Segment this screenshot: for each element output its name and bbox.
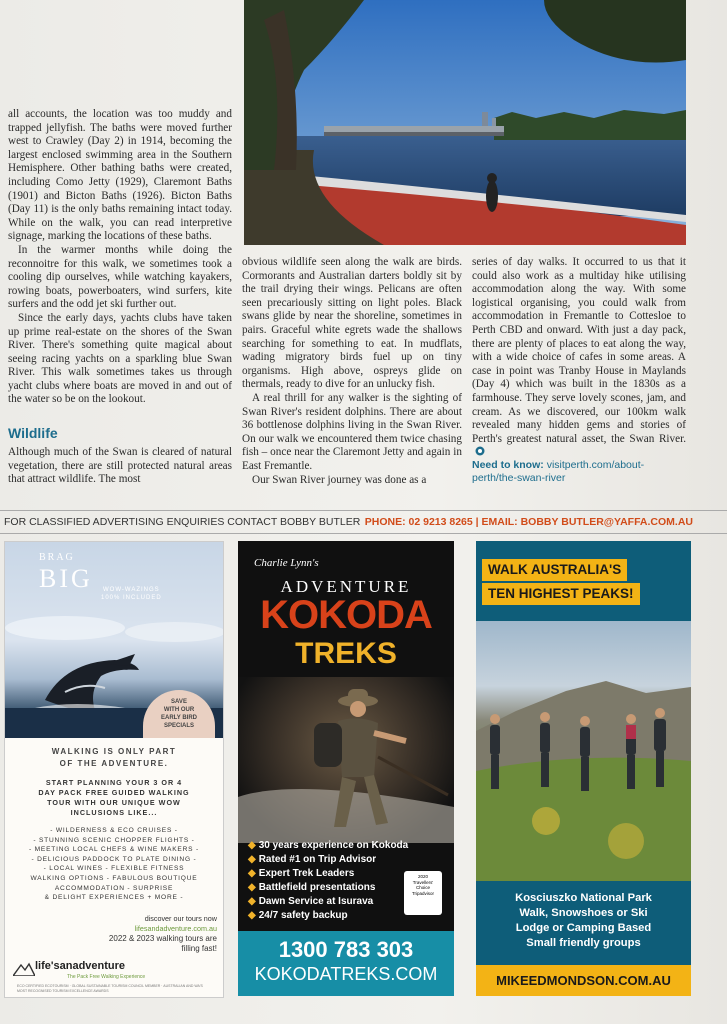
ad-walk-australia-peaks bbox=[476, 541, 691, 996]
feature-item: ◆ Dawn Service at Isurava bbox=[248, 896, 374, 907]
article-column-2 bbox=[242, 256, 462, 487]
article-column-1-bottom bbox=[8, 446, 232, 487]
river-scene-image bbox=[244, 0, 686, 245]
feature-item: ◆ 30 years experience on Kokoda bbox=[248, 840, 409, 851]
article-paragraph: obvious wildlife seen along the walk are birds. Cormorants and Australian darters boldly sit by the trail drying their wings. Pelicans are often seen precariously sitting on light poles. Black swans glide by near the shoreline, sometimes in pairs. Graceful white egrets wade the shallows searching for something to eat. In mudflats, wading migratory birds fuel up on tiny organisms. High above, ospreys glide on thermals, ready to dive for an unlucky fish. bbox=[242, 256, 462, 391]
need-to-know bbox=[472, 459, 686, 485]
brag-text: BRAG bbox=[39, 552, 75, 563]
kokoda-contact-footer bbox=[238, 931, 454, 996]
ad-copy bbox=[11, 746, 217, 903]
charlie-lynn-text: Charlie Lynn's bbox=[254, 557, 319, 569]
end-of-article-icon bbox=[475, 446, 485, 456]
article-column-1 bbox=[8, 108, 232, 407]
article-paragraph: Although much of the Swan is cleared of natural vegetation, there are still protected natural areas that attract wildlife. The most bbox=[8, 446, 232, 486]
mountain-logo-icon bbox=[13, 962, 35, 976]
ad-heading: WALKING IS ONLY PART OF THE ADVENTURE. bbox=[51, 747, 177, 768]
big-text: BIG bbox=[39, 564, 93, 593]
walk-ad-website[interactable]: MIKEEDMONDSON.COM.AU bbox=[476, 965, 691, 996]
article-paragraph: Since the early days, yachts clubs have taken up prime real-estate on the shores of the Swan River. There's something quite magical about seeing racing yachts on a sparkling blue Swan River. This walk sometimes takes us through yacht clubs where boats are moved in and out of the water so be on the lookout. bbox=[8, 311, 232, 406]
ad-lifes-an-adventure bbox=[4, 541, 224, 998]
wow-text: WOW-WAZINGS 100% INCLUDED bbox=[101, 587, 162, 601]
logo-tagline: The Pack Free Walking Experience bbox=[67, 974, 146, 980]
filling-fast-text: 2022 & 2023 walking tours are filling fast! bbox=[108, 934, 217, 953]
swan-river-photo bbox=[244, 0, 686, 245]
ocean-whale-image bbox=[5, 542, 223, 738]
tripadvisor-badge-text: 2020 Travellers' Choice Tripadvisor bbox=[411, 874, 435, 896]
trekker-figure bbox=[238, 677, 454, 843]
ad-inclusions-list: - WILDERNESS & ECO CRUISES - - STUNNING SCENIC CHOPPER FLIGHTS - - MEETING LOCAL CHEFS & WINE MAKERS - - DELICIOUS PADDOCK TO PLATE DINING - - LOCAL WINES - FLEXIBLE FITNESS WALKING OPTIONS - FABULOUS BOUTIQUE ACCOMMODATION - SURPRISE & DELIGHT EXPERIENCES + MORE - bbox=[28, 827, 200, 902]
article-paragraph: all accounts, the location was too muddy and trapped jellyfish. The baths were moved further west to Crawley (Day 2) in 1914, becoming the largest enclosed swimming area in the Southern Hemisphere. Other bathing baths were created, including Como Jetty (1929), Claremont Baths (1901) and Bicton Baths (1926). Bicton Baths (Day 11) is the only baths remaining intact today. While on the walk, you can read interpretive signage, marking the locations of these baths. bbox=[8, 108, 232, 243]
feature-item: ◆ Rated #1 on Trip Advisor bbox=[248, 854, 377, 865]
treks-title: TREKS bbox=[295, 637, 397, 670]
hikers-mountain-image bbox=[476, 621, 691, 881]
article-paragraph: Our Swan River journey was done as a bbox=[252, 473, 427, 486]
adventure-text: ADVENTURE bbox=[280, 577, 412, 596]
headline-line-1: WALK AUSTRALIA'S bbox=[482, 559, 627, 581]
kokoda-title: KOKODA bbox=[260, 593, 432, 637]
discover-text: discover our tours now bbox=[144, 914, 217, 923]
feature-item: ◆ Battlefield presentations bbox=[248, 882, 376, 893]
ad-call-to-action bbox=[105, 914, 217, 954]
section-heading-wildlife: Wildlife bbox=[8, 425, 58, 441]
kokoda-features-list bbox=[248, 839, 408, 923]
early-bird-badge: SAVE WITH OUR EARLY BIRD SPECIALS bbox=[143, 690, 215, 738]
need-to-know-link[interactable]: visitperth.com/about-perth/the-swan-river bbox=[472, 459, 645, 484]
need-to-know-label: Need to know: bbox=[472, 459, 544, 471]
classified-advertising-bar bbox=[0, 510, 727, 534]
feature-item: ◆ 24/7 safety backup bbox=[248, 910, 348, 921]
kokoda-website[interactable]: KOKODATREKS.COM bbox=[254, 964, 438, 984]
headline-line-2: TEN HIGHEST PEAKS! bbox=[482, 583, 640, 605]
hikers-group-figure bbox=[476, 621, 691, 881]
article-paragraph: series of day walks. It occurred to us that it could also work as a multiday hike utilising accommodation along the way. With some logistical organising, you could walk from accommodation in Fremantle to Cottesloe to Perth CBD and onward. With just a day pack, there are plenty of places to eat along the way, with a wide choice of cafes in some areas. A case in point was Tranby House in Maylands (Day 4) which was built in the 1830s as a farmhouse. They serve lovely scones, jam, and cream. As we discovered, our 100km walk revealed many hidden gems and stories of Perth's greatest natural asset, the Swan River. bbox=[472, 256, 686, 445]
feature-item: ◆ Expert Trek Leaders bbox=[248, 868, 355, 879]
ad-kokoda-treks bbox=[238, 541, 454, 996]
article-paragraph: A real thrill for any walker is the sighting of Swan River's resident dolphins. There are about 36 bottlenose dolphins living in the Swan River. On our walk we encountered them twice chasing fish – once near the Claremont Jetty and again in East Fremantle. bbox=[242, 391, 462, 472]
classified-phone-email: PHONE: 02 9213 8265 | EMAIL: BOBBY BUTLER@YAFFA.COM.AU bbox=[364, 516, 693, 528]
tripadvisor-badge bbox=[404, 871, 442, 915]
trekker-image bbox=[238, 677, 454, 843]
kokoda-phone[interactable]: 1300 783 303 bbox=[278, 937, 414, 962]
ad-pitch: START PLANNING YOUR 3 OR 4 DAY PACK FREE GUIDED WALKING TOUR WITH OUR UNIQUE WOW INCLUSIONS LIKE... bbox=[38, 778, 190, 817]
lifes-an-adventure-logo: life'sanadventure bbox=[35, 960, 126, 972]
classified-contact-text: FOR CLASSIFIED ADVERTISING ENQUIRIES CONTACT BOBBY BUTLER bbox=[4, 516, 361, 528]
fine-print: ECO CERTIFIED ECOTOURISM · GLOBAL SUSTAINABLE TOURISM COUNCIL MEMBER · AUSTRALIAN AND WA'S MOST RECOGNISED TOURISM EXCELLENCE AWARDS bbox=[17, 984, 203, 993]
ad-website-link[interactable]: lifesandadventure.com.au bbox=[134, 924, 217, 933]
article-column-3 bbox=[472, 256, 686, 460]
walk-ad-body: Kosciuszko National Park Walk, Snowshoes or Ski Lodge or Camping Based Small friendly groups bbox=[515, 892, 652, 949]
article-paragraph: In the warmer months while doing the reconnoitre for this walk, we sometimes took a cooling dip ourselves, while watching kayakers, rowing boats, powerboaters, wind surfers, kite surfers and the odd jet ski further out. bbox=[8, 243, 232, 311]
